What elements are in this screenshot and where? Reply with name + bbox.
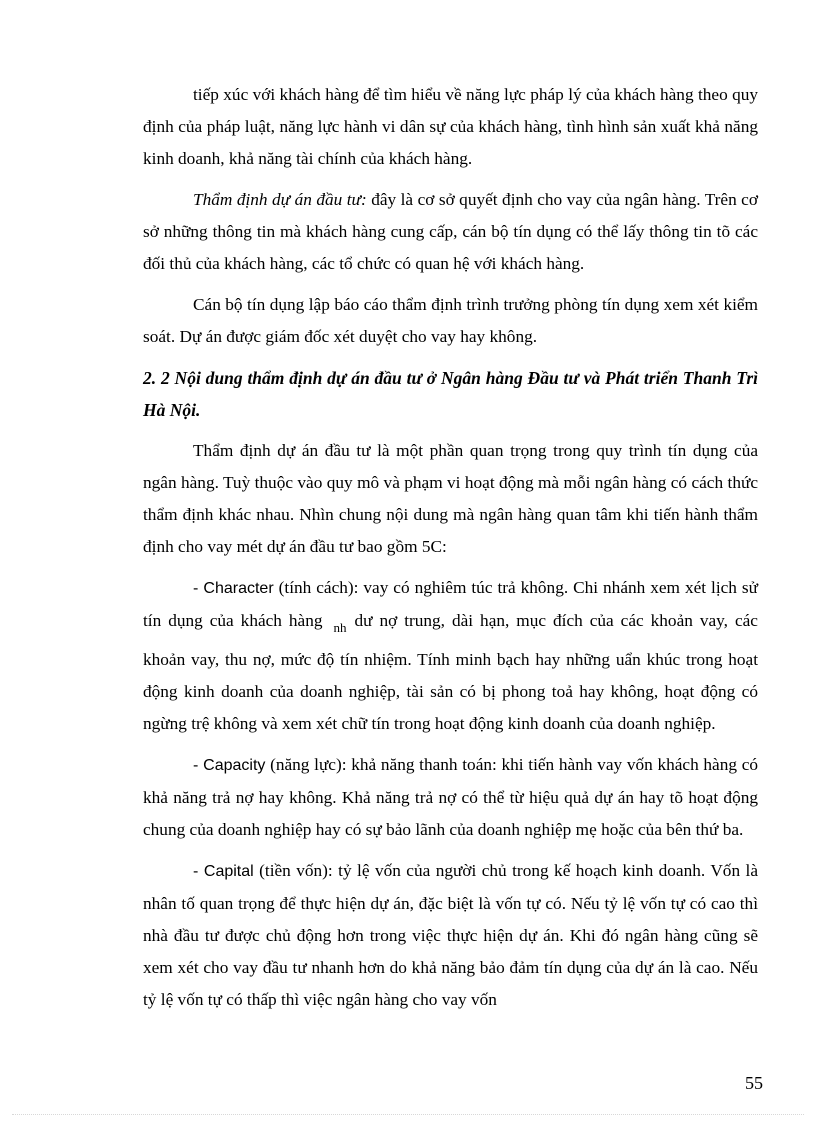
character-label: - Character (193, 580, 274, 597)
capacity-label: - Capacity (193, 757, 266, 774)
capacity-text: (năng lực): khả năng thanh toán: khi tiến hành vay vốn khách hàng có khả năng trả nợ hay không. Khả năng trả nợ có thể từ hiệu quả dự án hay tõ hoạt động chung của doanh nghiệp hay có sự bảo lãnh của doanh nghiệp mẹ hoặc của bên thứ ba. (143, 755, 758, 839)
paragraph-2-text: đây là cơ sở quyết định cho vay của ngân hàng. Trên cơ sở những thông tin mà khách hàng cung cấp, cán bộ tín dụng có thể lấy thông tin tõ các đối thủ của khách hàng, các tổ chức có quan hệ với khách hàng. (143, 190, 758, 273)
paragraph-3-text: Cán bộ tín dụng lập báo cáo thẩm định trình trưởng phòng tín dụng xem xét kiểm soát. Dự án được giám đốc xét duyệt cho vay hay không. (143, 295, 758, 346)
section-heading: 2. 2 Nội dung thẩm định dự án đầu tư ở Ngân hàng Đầu tư và Phát triển Thanh Trì Hà Nội. (143, 368, 758, 420)
paragraph-2-italic-lead: Thẩm định dự án đầu tư: (193, 190, 367, 209)
capital-label: - Capital (193, 863, 254, 880)
paragraph-3 (143, 289, 758, 353)
capital-text: (tiền vốn): tỷ lệ vốn của người chủ trong kế hoạch kinh doanh. Vốn là nhân tố quan trọng để thực hiện dự án, đặc biệt là vốn tự có. Nếu tỷ lệ vốn tự có cao thì nhà đầu tư được chủ động hơn trong việc thực hiện dự án. Khi đó ngân hàng cũng sẽ xem xét cho vay đầu tư nhanh hơn do khả năng bảo đảm tín dụng của dự án là cao. Nếu tỷ lệ vốn tự có thấp thì việc ngân hàng cho vay vốn (143, 861, 759, 1009)
paragraph-2 (143, 184, 758, 280)
paragraph-capital (143, 855, 758, 1016)
character-text-b: dư nợ trung, dài hạn, mục đích của các khoản vay, các khoản vay, thu nợ, mức độ tín nhiệm. Tính minh bạch hay những uẩn khúc trong hoạt động kinh doanh của doanh nghiệp, tài sản có bị phong toả hay không, hoạt động có ngừng trệ không và xem xét chữ tín trong hoạt động kinh doanh của doanh nghiệp. (143, 611, 758, 733)
page-body (143, 79, 758, 1025)
paragraph-character (143, 572, 758, 740)
paragraph-4-text: Thẩm định dự án đầu tư là một phần quan trọng trong quy trình tín dụng của ngân hàng. Tuỳ thuộc vào quy mô và phạm vi hoạt động mà mỗi ngân hàng có cách thức thẩm định khác nhau. Nhìn chung nội dung mà ngân hàng quan tâm khi tiến hành thẩm định cho vay mét dự án đầu tư bao gồm 5C: (143, 441, 758, 556)
paragraph-capacity (143, 749, 758, 846)
stray-subscript-text: nh (333, 620, 347, 635)
paragraph-1-text: tiếp xúc với khách hàng để tìm hiểu về năng lực pháp lý của khách hàng theo quy định của pháp luật, năng lực hành vi dân sự của khách hàng, tình hình sản xuất khả năng kinh doanh, khả năng tài chính của khách hàng. (143, 85, 758, 168)
paragraph-4 (143, 435, 758, 563)
paragraph-1 (143, 79, 758, 175)
character-text-a: (tính cách): vay có nghiêm túc trả không. Chi nhánh xem xét lịch sử tín dụng của khách hàng (143, 578, 758, 630)
page-bottom-divider (12, 1114, 804, 1115)
page-number: 55 (745, 1073, 763, 1093)
